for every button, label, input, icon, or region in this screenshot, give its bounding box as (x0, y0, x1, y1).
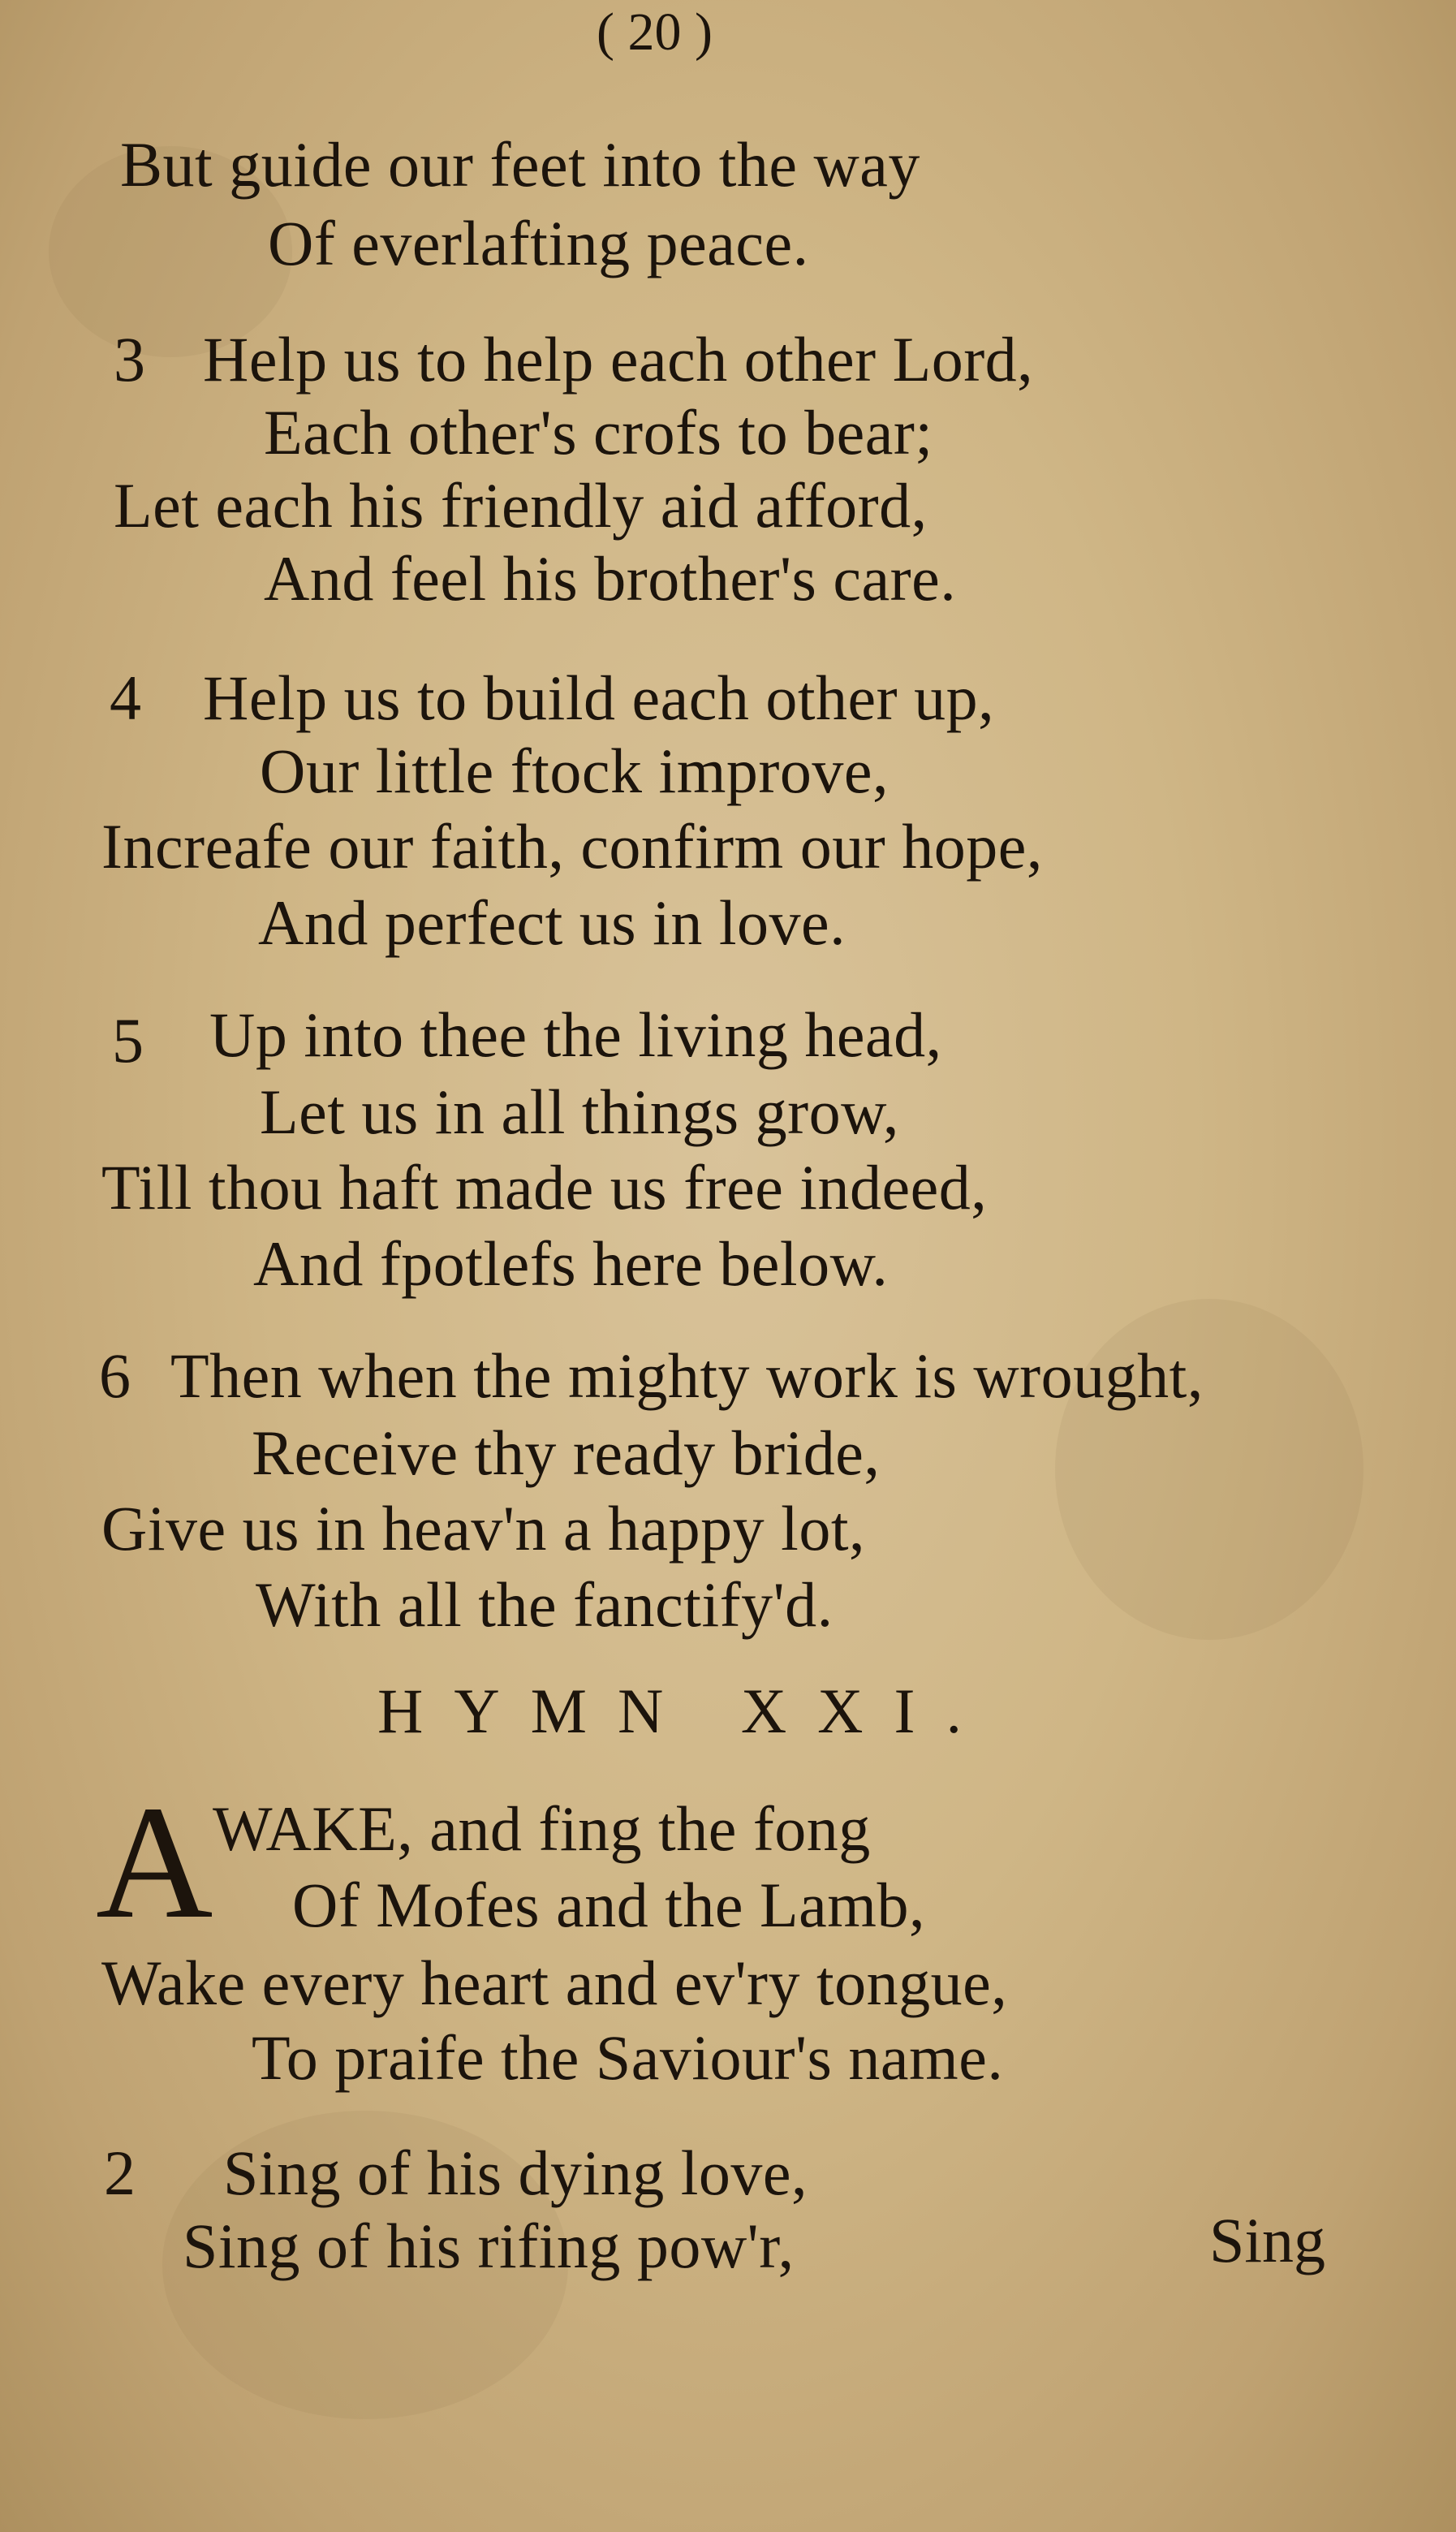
verse-line: Give us in heav'n a happy lot, (101, 1493, 866, 1564)
verse-line: Each other's crofs to bear; (264, 397, 933, 468)
verse-line: Wake every heart and ev'ry tongue, (101, 1948, 1008, 2018)
verse-line: Sing of his rifing pow'r, (183, 2211, 795, 2281)
verse-line: Up into thee the living head, (209, 999, 942, 1070)
verse-line: Let each his friendly aid afford, (114, 470, 928, 541)
verse-line: Of Mofes and the Lamb, (292, 1870, 925, 1940)
verse-line: With all the fanctify'd. (256, 1569, 834, 1640)
verse-line: Help us to build each other up, (203, 662, 995, 733)
verse-line: Of everlafting peace. (268, 208, 809, 278)
verse-line: Receive thy ready bride, (252, 1417, 881, 1488)
verse-line: WAKE, and fing the fong (213, 1793, 871, 1864)
verse-line: Let us in all things grow, (260, 1076, 899, 1147)
hymn-title: HYMN XXI. (377, 1676, 993, 1746)
verse-line: Help us to help each other Lord, (203, 324, 1034, 395)
page-number: ( 20 ) (597, 2, 713, 62)
catchword: Sing (1209, 2205, 1326, 2275)
verse-line: Our little ftock improve, (260, 735, 889, 806)
verse-line: And feel his brother's care. (264, 543, 957, 614)
verse-line: Then when the mighty work is wrought, (170, 1340, 1204, 1411)
verse-number: 5 (112, 1005, 144, 1076)
verse-number: 2 (104, 2137, 136, 2208)
verse-line: But guide our feet into the way (120, 129, 920, 200)
verse-number: 4 (110, 662, 141, 733)
drop-cap: A (96, 1773, 213, 1952)
verse-line: And fpotlefs here below. (253, 1228, 889, 1299)
verse-number: 6 (99, 1340, 131, 1411)
verse-line: Till thou haft made us free indeed, (101, 1152, 988, 1223)
verse-line: Increafe our faith, confirm our hope, (101, 811, 1043, 882)
verse-number: 3 (114, 324, 145, 395)
verse-line: Sing of his dying love, (223, 2137, 808, 2208)
verse-line: And perfect us in love. (258, 887, 846, 958)
verse-line: To praife the Saviour's name. (252, 2022, 1004, 2093)
